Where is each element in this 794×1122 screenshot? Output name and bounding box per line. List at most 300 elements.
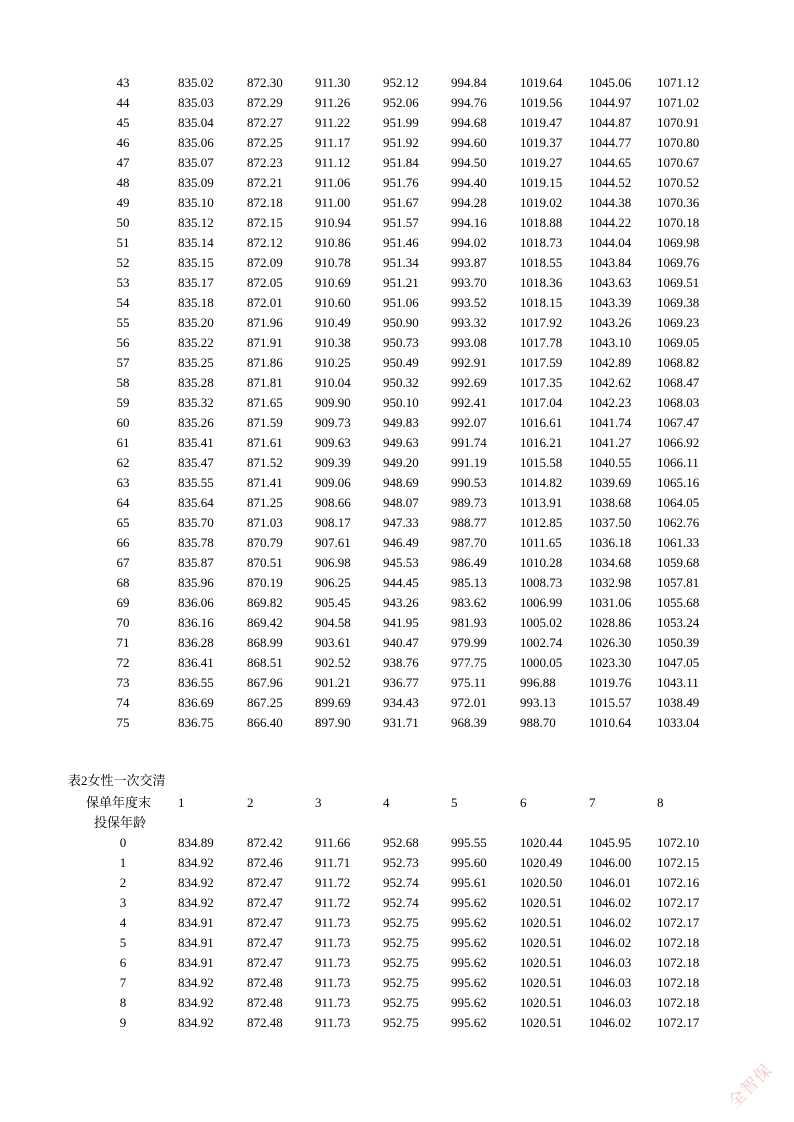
- value-cell: 869.82: [247, 595, 283, 610]
- value-cell: 1036.18: [589, 535, 632, 550]
- value-cell: 951.76: [383, 175, 419, 190]
- value-cell: 995.62: [451, 915, 487, 930]
- value-cell: 835.15: [178, 255, 214, 270]
- value-cell: 996.88: [520, 675, 556, 690]
- value-cell: 1005.02: [520, 615, 563, 630]
- value-cell: 911.06: [315, 175, 351, 190]
- value-cell: 952.74: [383, 895, 419, 910]
- value-cell: 947.33: [383, 515, 419, 530]
- value-cell: 951.67: [383, 195, 419, 210]
- value-cell: 988.77: [451, 515, 487, 530]
- value-cell: 835.22: [178, 335, 214, 350]
- value-cell: 991.19: [451, 455, 487, 470]
- value-cell: 909.73: [315, 415, 351, 430]
- value-cell: 952.68: [383, 835, 419, 850]
- value-cell: 910.04: [315, 375, 351, 390]
- value-cell: 1072.10: [657, 835, 700, 850]
- value-cell: 911.73: [315, 915, 351, 930]
- value-cell: 1038.68: [589, 495, 632, 510]
- value-cell: 1042.23: [589, 395, 632, 410]
- value-cell: 871.96: [247, 315, 283, 330]
- value-cell: 911.72: [315, 875, 351, 890]
- value-cell: 950.90: [383, 315, 419, 330]
- value-cell: 1044.38: [589, 195, 632, 210]
- value-cell: 1043.10: [589, 335, 632, 350]
- table-row: [0, 573, 794, 593]
- table-row: [0, 1013, 794, 1033]
- table-row: [0, 533, 794, 553]
- value-cell: 1068.03: [657, 395, 700, 410]
- value-cell: 1046.03: [589, 975, 632, 990]
- value-cell: 993.70: [451, 275, 487, 290]
- value-cell: 868.51: [247, 655, 283, 670]
- value-cell: 1019.02: [520, 195, 563, 210]
- value-cell: 972.01: [451, 695, 487, 710]
- value-cell: 945.53: [383, 555, 419, 570]
- value-cell: 992.07: [451, 415, 487, 430]
- issue-age-cell: 63: [116, 475, 130, 490]
- value-cell: 1046.02: [589, 895, 632, 910]
- value-cell: 872.29: [247, 95, 283, 110]
- value-cell: 834.89: [178, 835, 214, 850]
- value-cell: 1017.92: [520, 315, 563, 330]
- table-row: [0, 613, 794, 633]
- value-cell: 871.41: [247, 475, 283, 490]
- value-cell: 1019.27: [520, 155, 563, 170]
- value-cell: 994.50: [451, 155, 487, 170]
- value-cell: 871.25: [247, 495, 283, 510]
- table-row: [0, 553, 794, 573]
- value-cell: 910.25: [315, 355, 351, 370]
- value-cell: 1070.80: [657, 135, 700, 150]
- value-cell: 835.70: [178, 515, 214, 530]
- value-cell: 869.42: [247, 615, 283, 630]
- value-cell: 1008.73: [520, 575, 563, 590]
- table-row: [0, 173, 794, 193]
- table-row: [0, 73, 794, 93]
- value-cell: 1070.67: [657, 155, 700, 170]
- value-cell: 1000.05: [520, 655, 563, 670]
- table-row: [0, 953, 794, 973]
- value-cell: 952.75: [383, 955, 419, 970]
- value-cell: 866.40: [247, 715, 283, 730]
- value-cell: 1041.74: [589, 415, 632, 430]
- value-cell: 949.63: [383, 435, 419, 450]
- year-header-cell: 3: [315, 795, 322, 810]
- value-cell: 1010.64: [589, 715, 632, 730]
- value-cell: 835.64: [178, 495, 214, 510]
- value-cell: 1045.06: [589, 75, 632, 90]
- issue-age-cell: 74: [116, 695, 130, 710]
- issue-age-cell: 52: [116, 255, 130, 270]
- value-cell: 1018.15: [520, 295, 563, 310]
- issue-age-cell: 65: [116, 515, 130, 530]
- value-cell: 871.81: [247, 375, 283, 390]
- value-cell: 1062.76: [657, 515, 700, 530]
- value-cell: 835.41: [178, 435, 214, 450]
- value-cell: 835.20: [178, 315, 214, 330]
- table-row: [0, 433, 794, 453]
- issue-age-cell: 49: [116, 195, 130, 210]
- value-cell: 835.09: [178, 175, 214, 190]
- issue-age-cell: 60: [116, 415, 130, 430]
- value-cell: 872.47: [247, 875, 283, 890]
- issue-age-cell: 2: [119, 875, 127, 890]
- value-cell: 1072.18: [657, 975, 700, 990]
- value-cell: 1071.12: [657, 75, 700, 90]
- value-cell: 911.22: [315, 115, 351, 130]
- value-cell: 910.94: [315, 215, 351, 230]
- value-cell: 909.06: [315, 475, 351, 490]
- issue-age-cell: 9: [119, 1015, 127, 1030]
- year-header-cell: 8: [657, 795, 664, 810]
- issue-age-cell: 66: [116, 535, 130, 550]
- value-cell: 899.69: [315, 695, 351, 710]
- table-row: [0, 293, 794, 313]
- value-cell: 950.49: [383, 355, 419, 370]
- table-row: [0, 673, 794, 693]
- value-cell: 940.47: [383, 635, 419, 650]
- value-cell: 995.62: [451, 1015, 487, 1030]
- value-cell: 834.92: [178, 975, 214, 990]
- value-cell: 986.49: [451, 555, 487, 570]
- value-cell: 1046.03: [589, 955, 632, 970]
- issue-age-cell: 7: [119, 975, 127, 990]
- value-cell: 1053.24: [657, 615, 700, 630]
- issue-age-cell: 44: [116, 95, 130, 110]
- value-cell: 911.12: [315, 155, 351, 170]
- value-cell: 1016.61: [520, 415, 563, 430]
- table-row: [0, 713, 794, 733]
- value-cell: 835.26: [178, 415, 214, 430]
- value-cell: 985.13: [451, 575, 487, 590]
- table-row: [0, 893, 794, 913]
- value-cell: 951.06: [383, 295, 419, 310]
- value-cell: 1070.91: [657, 115, 700, 130]
- value-cell: 1020.44: [520, 835, 563, 850]
- value-cell: 995.62: [451, 955, 487, 970]
- value-cell: 897.90: [315, 715, 351, 730]
- policy-year-end-label: 保单年度末: [86, 795, 152, 810]
- issue-age-cell: 68: [116, 575, 130, 590]
- issue-age-cell: 64: [116, 495, 130, 510]
- value-cell: 835.02: [178, 75, 214, 90]
- issue-age-label: 投保年龄: [94, 815, 147, 830]
- value-cell: 1044.97: [589, 95, 632, 110]
- value-cell: 1042.89: [589, 355, 632, 370]
- issue-age-cell: 71: [116, 635, 130, 650]
- value-cell: 994.84: [451, 75, 487, 90]
- table-row: [0, 473, 794, 493]
- value-cell: 991.74: [451, 435, 487, 450]
- value-cell: 835.14: [178, 235, 214, 250]
- value-cell: 872.27: [247, 115, 283, 130]
- value-cell: 1072.15: [657, 855, 700, 870]
- issue-age-cell: 58: [116, 375, 130, 390]
- value-cell: 1002.74: [520, 635, 563, 650]
- value-cell: 1046.02: [589, 1015, 632, 1030]
- issue-age-cell: 70: [116, 615, 130, 630]
- value-cell: 1040.55: [589, 455, 632, 470]
- table-row: [0, 93, 794, 113]
- table-row: [0, 693, 794, 713]
- value-cell: 1055.68: [657, 595, 700, 610]
- value-cell: 993.32: [451, 315, 487, 330]
- value-cell: 906.98: [315, 555, 351, 570]
- value-cell: 1068.82: [657, 355, 700, 370]
- value-cell: 994.60: [451, 135, 487, 150]
- value-cell: 835.03: [178, 95, 214, 110]
- value-cell: 1045.95: [589, 835, 632, 850]
- value-cell: 835.96: [178, 575, 214, 590]
- value-cell: 1069.05: [657, 335, 700, 350]
- value-cell: 910.78: [315, 255, 351, 270]
- value-cell: 872.47: [247, 955, 283, 970]
- value-cell: 994.28: [451, 195, 487, 210]
- value-cell: 1070.52: [657, 175, 700, 190]
- value-cell: 1069.51: [657, 275, 700, 290]
- value-cell: 951.21: [383, 275, 419, 290]
- value-cell: 910.86: [315, 235, 351, 250]
- issue-age-cell: 75: [116, 715, 130, 730]
- value-cell: 910.38: [315, 335, 351, 350]
- value-cell: 872.46: [247, 855, 283, 870]
- value-cell: 1069.76: [657, 255, 700, 270]
- value-cell: 834.92: [178, 875, 214, 890]
- watermark-logo: 全智保: [724, 1060, 777, 1113]
- value-cell: 1057.81: [657, 575, 700, 590]
- value-cell: 871.03: [247, 515, 283, 530]
- value-cell: 1018.88: [520, 215, 563, 230]
- value-cell: 1069.23: [657, 315, 700, 330]
- value-cell: 949.20: [383, 455, 419, 470]
- value-cell: 1013.91: [520, 495, 563, 510]
- value-cell: 981.93: [451, 615, 487, 630]
- value-cell: 1020.51: [520, 1015, 563, 1030]
- value-cell: 1064.05: [657, 495, 700, 510]
- value-cell: 952.75: [383, 915, 419, 930]
- value-cell: 836.75: [178, 715, 214, 730]
- value-cell: 872.23: [247, 155, 283, 170]
- value-cell: 1018.73: [520, 235, 563, 250]
- issue-age-cell: 1: [119, 855, 127, 870]
- value-cell: 871.65: [247, 395, 283, 410]
- value-cell: 993.87: [451, 255, 487, 270]
- value-cell: 994.40: [451, 175, 487, 190]
- value-cell: 835.32: [178, 395, 214, 410]
- value-cell: 995.62: [451, 995, 487, 1010]
- value-cell: 835.18: [178, 295, 214, 310]
- value-cell: 1019.64: [520, 75, 563, 90]
- value-cell: 1046.01: [589, 875, 632, 890]
- value-cell: 952.73: [383, 855, 419, 870]
- value-cell: 1031.06: [589, 595, 632, 610]
- value-cell: 950.73: [383, 335, 419, 350]
- value-cell: 1037.50: [589, 515, 632, 530]
- value-cell: 934.43: [383, 695, 419, 710]
- value-cell: 951.34: [383, 255, 419, 270]
- value-cell: 977.75: [451, 655, 487, 670]
- value-cell: 872.12: [247, 235, 283, 250]
- value-cell: 992.41: [451, 395, 487, 410]
- value-cell: 902.52: [315, 655, 351, 670]
- value-cell: 1019.56: [520, 95, 563, 110]
- value-cell: 952.75: [383, 975, 419, 990]
- issue-age-cell: 55: [116, 315, 130, 330]
- value-cell: 951.99: [383, 115, 419, 130]
- table-row: [0, 153, 794, 173]
- value-cell: 1020.51: [520, 995, 563, 1010]
- value-cell: 872.21: [247, 175, 283, 190]
- value-cell: 1044.87: [589, 115, 632, 130]
- value-cell: 983.62: [451, 595, 487, 610]
- value-cell: 872.18: [247, 195, 283, 210]
- value-cell: 1014.82: [520, 475, 563, 490]
- value-cell: 1050.39: [657, 635, 700, 650]
- value-cell: 1044.65: [589, 155, 632, 170]
- value-cell: 948.69: [383, 475, 419, 490]
- value-cell: 909.63: [315, 435, 351, 450]
- value-cell: 995.62: [451, 975, 487, 990]
- value-cell: 872.30: [247, 75, 283, 90]
- value-cell: 911.73: [315, 975, 351, 990]
- value-cell: 1018.36: [520, 275, 563, 290]
- value-cell: 1019.47: [520, 115, 563, 130]
- value-cell: 1015.57: [589, 695, 632, 710]
- value-cell: 867.96: [247, 675, 283, 690]
- value-cell: 1019.15: [520, 175, 563, 190]
- value-cell: 1010.28: [520, 555, 563, 570]
- value-cell: 836.28: [178, 635, 214, 650]
- value-cell: 1011.65: [520, 535, 562, 550]
- value-cell: 1068.47: [657, 375, 700, 390]
- value-cell: 911.73: [315, 955, 351, 970]
- value-cell: 992.91: [451, 355, 487, 370]
- table-row: [0, 873, 794, 893]
- issue-age-cell: 62: [116, 455, 130, 470]
- table-row: [0, 833, 794, 853]
- value-cell: 1072.18: [657, 995, 700, 1010]
- table-row: [0, 253, 794, 273]
- value-cell: 835.10: [178, 195, 214, 210]
- value-cell: 872.48: [247, 975, 283, 990]
- value-cell: 1070.18: [657, 215, 700, 230]
- value-cell: 1020.51: [520, 935, 563, 950]
- value-cell: 835.87: [178, 555, 214, 570]
- value-cell: 994.68: [451, 115, 487, 130]
- value-cell: 1046.00: [589, 855, 632, 870]
- value-cell: 952.75: [383, 1015, 419, 1030]
- year-header-cell: 6: [520, 795, 527, 810]
- value-cell: 911.30: [315, 75, 351, 90]
- value-cell: 906.25: [315, 575, 351, 590]
- value-cell: 867.25: [247, 695, 283, 710]
- issue-age-cell: 51: [116, 235, 130, 250]
- value-cell: 911.00: [315, 195, 351, 210]
- value-cell: 1043.63: [589, 275, 632, 290]
- value-cell: 1072.17: [657, 1015, 700, 1030]
- value-cell: 870.19: [247, 575, 283, 590]
- value-cell: 952.75: [383, 935, 419, 950]
- value-cell: 872.42: [247, 835, 283, 850]
- value-cell: 1043.11: [657, 675, 699, 690]
- value-cell: 993.13: [520, 695, 556, 710]
- table-row: [0, 633, 794, 653]
- table-row: [0, 593, 794, 613]
- value-cell: 1066.11: [657, 455, 699, 470]
- issue-age-cell: 50: [116, 215, 130, 230]
- value-cell: 952.06: [383, 95, 419, 110]
- value-cell: 834.91: [178, 935, 214, 950]
- value-cell: 1061.33: [657, 535, 700, 550]
- value-cell: 835.06: [178, 135, 214, 150]
- value-cell: 989.73: [451, 495, 487, 510]
- value-cell: 835.78: [178, 535, 214, 550]
- value-cell: 836.69: [178, 695, 214, 710]
- table-row: [0, 653, 794, 673]
- value-cell: 1069.98: [657, 235, 700, 250]
- table-row: [0, 393, 794, 413]
- value-cell: 1072.17: [657, 915, 700, 930]
- table-row: [0, 933, 794, 953]
- table-row: [0, 413, 794, 433]
- table-row: [0, 313, 794, 333]
- value-cell: 872.48: [247, 1015, 283, 1030]
- value-cell: 907.61: [315, 535, 351, 550]
- value-cell: 911.66: [315, 835, 351, 850]
- value-cell: 995.61: [451, 875, 487, 890]
- value-cell: 1072.17: [657, 895, 700, 910]
- value-cell: 834.91: [178, 915, 214, 930]
- value-cell: 987.70: [451, 535, 487, 550]
- table-row: [0, 993, 794, 1013]
- issue-age-cell: 54: [116, 295, 130, 310]
- value-cell: 951.84: [383, 155, 419, 170]
- value-cell: 936.77: [383, 675, 419, 690]
- value-cell: 904.58: [315, 615, 351, 630]
- value-cell: 836.06: [178, 595, 214, 610]
- value-cell: 1018.55: [520, 255, 563, 270]
- value-cell: 872.05: [247, 275, 283, 290]
- value-cell: 872.47: [247, 915, 283, 930]
- value-cell: 835.28: [178, 375, 214, 390]
- value-cell: 951.46: [383, 235, 419, 250]
- year-header-cell: 2: [247, 795, 254, 810]
- value-cell: 872.48: [247, 995, 283, 1010]
- value-cell: 995.62: [451, 895, 487, 910]
- issue-age-cell: 48: [116, 175, 130, 190]
- value-cell: 1071.02: [657, 95, 700, 110]
- value-cell: 870.51: [247, 555, 283, 570]
- value-cell: 911.73: [315, 995, 351, 1010]
- value-cell: 1028.86: [589, 615, 632, 630]
- value-cell: 1017.04: [520, 395, 563, 410]
- value-cell: 911.73: [315, 935, 351, 950]
- value-cell: 990.53: [451, 475, 487, 490]
- value-cell: 1046.03: [589, 995, 632, 1010]
- issue-age-cell: 46: [116, 135, 130, 150]
- value-cell: 871.59: [247, 415, 283, 430]
- value-cell: 1033.04: [657, 715, 700, 730]
- value-cell: 1034.68: [589, 555, 632, 570]
- value-cell: 994.76: [451, 95, 487, 110]
- value-cell: 836.41: [178, 655, 214, 670]
- value-cell: 1072.18: [657, 955, 700, 970]
- value-cell: 1042.62: [589, 375, 632, 390]
- year-header-cell: 7: [589, 795, 596, 810]
- value-cell: 901.21: [315, 675, 351, 690]
- value-cell: 944.45: [383, 575, 419, 590]
